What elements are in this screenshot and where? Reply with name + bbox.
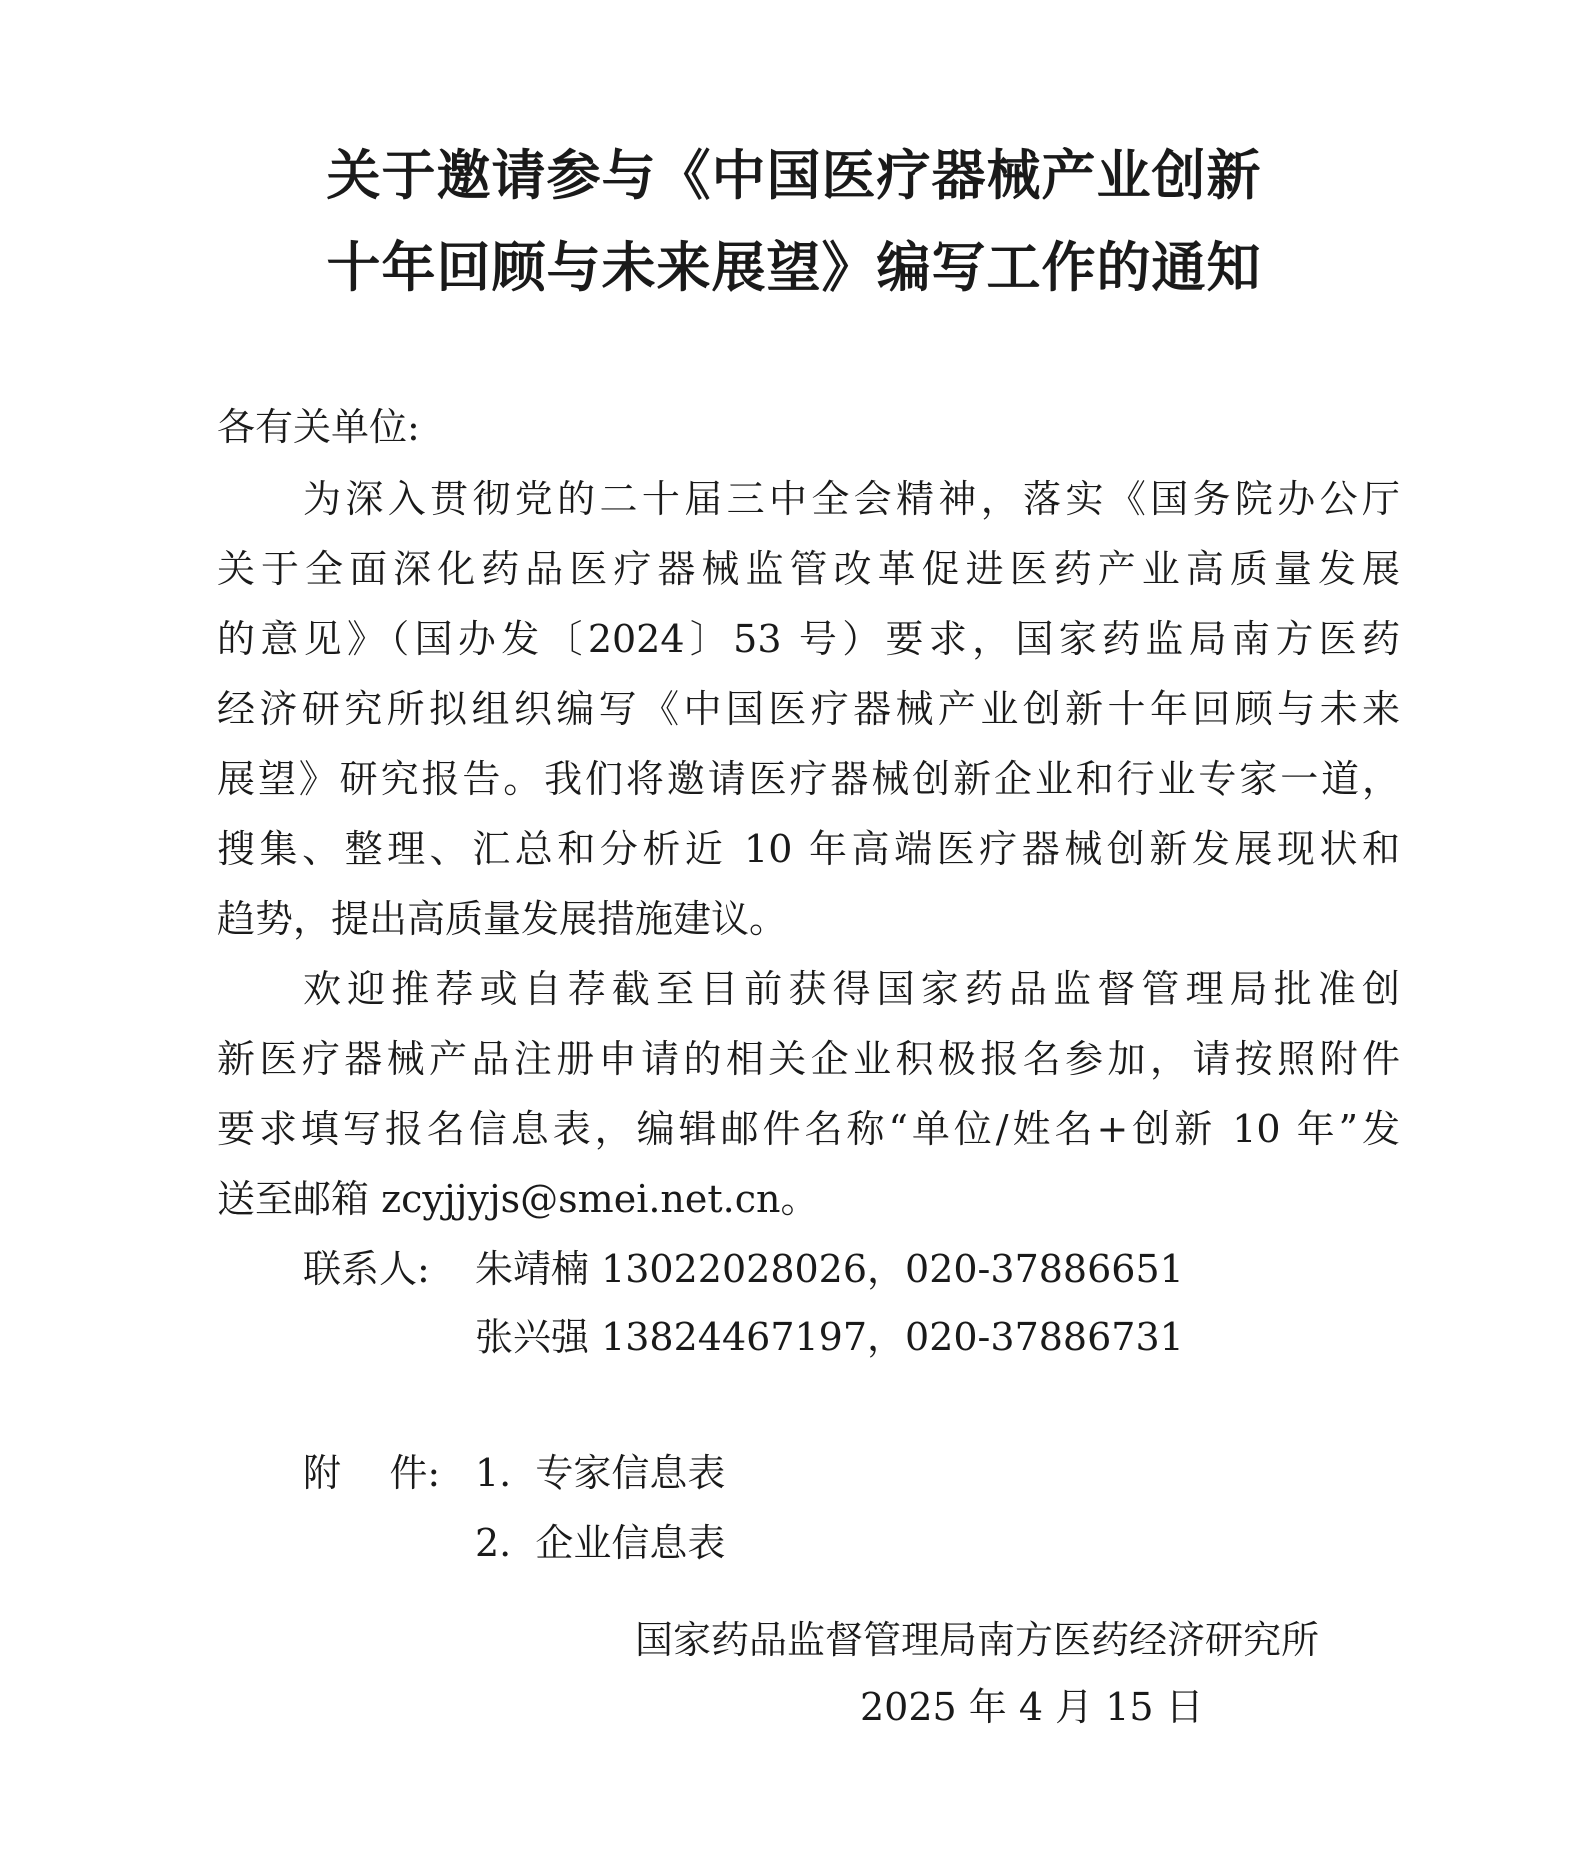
paragraph-1-line: 为深入贯彻党的二十届三中全会精神，落实《国务院办公厅 <box>303 477 1400 521</box>
paragraph-1-line: 趋势，提出高质量发展措施建议。 <box>217 897 788 941</box>
document-title-line-2: 十年回顾与未来展望》编写工作的通知 <box>326 236 1262 299</box>
contact-entry: 朱靖楠 13022028026，020-37886651 <box>475 1247 1184 1291</box>
contact-entry: 张兴强 13824467197，020-37886731 <box>475 1315 1184 1359</box>
paragraph-1-line: 关于全面深化药品医疗器械监管改革促进医药产业高质量发展 <box>217 547 1400 591</box>
paragraph-2-line: 要求填写报名信息表，编辑邮件名称“单位/姓名+创新 10 年”发 <box>217 1107 1400 1151</box>
paragraph-1-line: 经济研究所拟组织编写《中国医疗器械产业创新十年回顾与未来 <box>217 687 1400 731</box>
salutation: 各有关单位: <box>217 405 420 449</box>
paragraph-1-line: 展望》研究报告。我们将邀请医疗器械创新企业和行业专家一道， <box>217 757 1400 801</box>
attachment-item: 2. 企业信息表 <box>475 1521 726 1565</box>
document-title-line-1: 关于邀请参与《中国医疗器械产业创新 <box>326 144 1262 207</box>
paragraph-2-line: 新医疗器械产品注册申请的相关企业积极报名参加，请按照附件 <box>217 1037 1400 1081</box>
paragraph-2-line-email: 送至邮箱 zcyjjyjs@smei.net.cn。 <box>217 1177 819 1221</box>
attachments-label: 附 件: <box>303 1451 441 1495</box>
paragraph-1-line: 的意见》（国办发〔2024〕53 号）要求，国家药监局南方医药 <box>217 617 1400 661</box>
attachment-item: 1. 专家信息表 <box>475 1451 726 1495</box>
contacts-label: 联系人: <box>303 1247 430 1291</box>
paragraph-1-line: 搜集、整理、汇总和分析近 10 年高端医疗器械创新发展现状和 <box>217 827 1400 871</box>
issuing-organization: 国家药品监督管理局南方医药经济研究所 <box>635 1618 1320 1662</box>
paragraph-2-line: 欢迎推荐或自荐截至目前获得国家药品监督管理局批准创 <box>303 967 1400 1011</box>
issue-date: 2025 年 4 月 15 日 <box>860 1685 1204 1729</box>
